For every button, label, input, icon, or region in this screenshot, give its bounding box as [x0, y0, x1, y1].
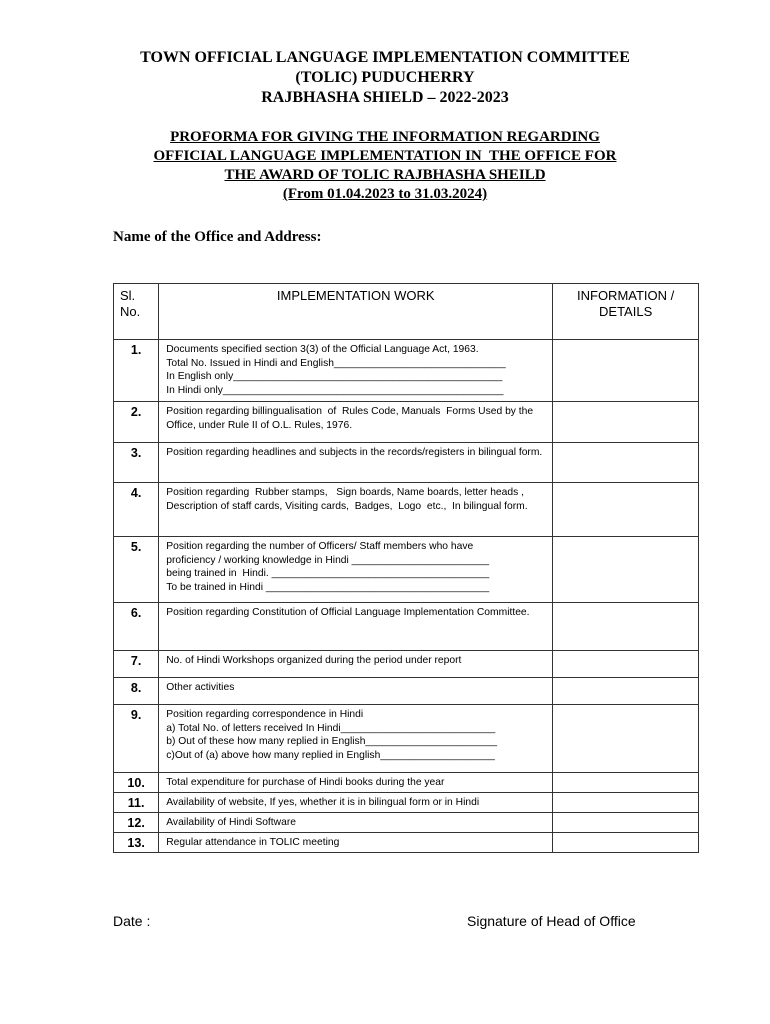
table-row — [114, 651, 699, 678]
row-information-field[interactable] — [553, 443, 699, 483]
row-number: 9. — [114, 705, 159, 773]
row-description: No. of Hindi Workshops organized during the period under report — [159, 651, 553, 678]
row-information-field[interactable] — [553, 537, 699, 603]
row-description: Total expenditure for purchase of Hindi books during the year — [159, 773, 553, 793]
row-information-field[interactable] — [553, 833, 699, 853]
row-description: Availability of website, If yes, whether it is in bilingual form or in Hindi — [159, 793, 553, 813]
row-description: Position regarding billingualisation of Rules Code, Manuals Forms Used by the Office, under Rule II of O.L. Rules, 1976. — [159, 402, 553, 443]
row-information-field[interactable] — [553, 483, 699, 537]
row-number: 4. — [114, 483, 159, 537]
date-label: Date : — [113, 913, 151, 929]
office-name-label: Name of the Office and Address: — [113, 229, 322, 245]
row-number: 11. — [114, 793, 159, 813]
table-row — [114, 483, 699, 537]
table-row — [114, 705, 699, 773]
table-row — [114, 443, 699, 483]
row-information-field[interactable] — [553, 813, 699, 833]
title-line: RAJBHASHA SHIELD – 2022-2023 — [261, 89, 509, 106]
table-row — [114, 678, 699, 705]
header-sl-no: Sl. No. — [114, 284, 159, 340]
row-number: 3. — [114, 443, 159, 483]
row-number: 12. — [114, 813, 159, 833]
title-line: TOWN OFFICIAL LANGUAGE IMPLEMENTATION COMMITTEE — [140, 49, 630, 66]
row-information-field[interactable] — [553, 402, 699, 443]
row-number: 6. — [114, 603, 159, 651]
row-number: 2. — [114, 402, 159, 443]
row-information-field[interactable] — [553, 705, 699, 773]
header-information: INFORMATION / DETAILS — [553, 284, 699, 340]
row-information-field[interactable] — [553, 603, 699, 651]
table-row — [114, 793, 699, 813]
row-number: 5. — [114, 537, 159, 603]
row-number: 8. — [114, 678, 159, 705]
row-information-field[interactable] — [553, 340, 699, 402]
subtitle-line: OFFICIAL LANGUAGE IMPLEMENTATION IN THE OFFICE FOR — [153, 148, 617, 164]
subtitle-line: THE AWARD OF TOLIC RAJBHASHA SHEILD — [224, 167, 546, 183]
signature-label: Signature of Head of Office — [467, 913, 636, 929]
table-row — [114, 340, 699, 402]
row-description: Other activities — [159, 678, 553, 705]
row-description: Position regarding the number of Officers/ Staff members who have proficiency / working knowledge in Hindi ________________________ being trained in Hindi. ______________________________________ To be trained in Hindi _______________________________________ — [159, 537, 553, 603]
table-row — [114, 402, 699, 443]
document-title — [0, 48, 770, 108]
implementation-table — [113, 283, 699, 853]
row-information-field[interactable] — [553, 793, 699, 813]
row-description: Position regarding headlines and subjects in the records/registers in bilingual form. — [159, 443, 553, 483]
title-line: (TOLIC) PUDUCHERRY — [295, 69, 475, 86]
row-information-field[interactable] — [553, 651, 699, 678]
row-description: Position regarding Rubber stamps, Sign boards, Name boards, letter heads , Description of staff cards, Visiting cards, Badges, Logo etc., In bilingual form. — [159, 483, 553, 537]
table-row — [114, 773, 699, 793]
subtitle-line: (From 01.04.2023 to 31.03.2024) — [282, 186, 488, 202]
table-row — [114, 603, 699, 651]
row-information-field[interactable] — [553, 678, 699, 705]
subtitle-line: PROFORMA FOR GIVING THE INFORMATION REGARDING — [170, 129, 600, 145]
proforma-subtitle — [0, 128, 770, 204]
row-number: 10. — [114, 773, 159, 793]
header-implementation-work: IMPLEMENTATION WORK — [159, 284, 553, 340]
row-description: Availability of Hindi Software — [159, 813, 553, 833]
row-information-field[interactable] — [553, 773, 699, 793]
row-description: Documents specified section 3(3) of the Official Language Act, 1963. Total No. Issued in Hindi and English______________________________ In English only_______________________________________________ In Hindi only_________________________________________________ — [159, 340, 553, 402]
row-description: Regular attendance in TOLIC meeting — [159, 833, 553, 853]
table-header-row — [114, 284, 699, 340]
row-number: 13. — [114, 833, 159, 853]
table-row — [114, 833, 699, 853]
row-number: 1. — [114, 340, 159, 402]
row-description: Position regarding Constitution of Official Language Implementation Committee. — [159, 603, 553, 651]
table-row — [114, 537, 699, 603]
row-description: Position regarding correspondence in Hindi a) Total No. of letters received In Hindi___________________________ b) Out of these how many replied in English_______________________ c)Out of (a) above how many replied in English____________________ — [159, 705, 553, 773]
table-row — [114, 813, 699, 833]
row-number: 7. — [114, 651, 159, 678]
